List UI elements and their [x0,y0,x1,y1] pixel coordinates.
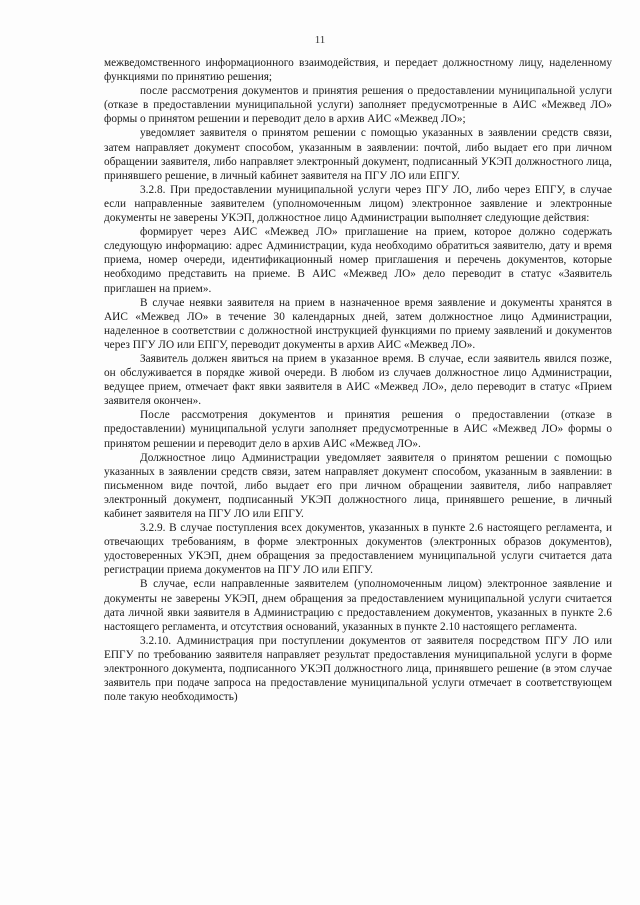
paragraph-9: Должностное лицо Администрации уведомляет заявителя о принятом решении с помощью указанных в заявлении средств связи, затем направляет документ способом, указанным в заявлении: в письменном виде почтой, либо выдает его при личном обращении заявителя, либо направляет электронный документ, подписанный УКЭП должностного лица, принявшего решение, в личный кабинет заявителя на ПГУ ЛО или ЕПГУ. [104,451,612,520]
paragraph-4: 3.2.8. При предоставлении муниципальной услуги через ПГУ ЛО, либо через ЕПГУ, в случае если направленные заявителем (уполномоченным лицом) электронное заявление и электронные документы не заверены УКЭП, должностное лицо Администрации выполняет следующие действия: [104,183,612,225]
paragraph-10: 3.2.9. В случае поступления всех документов, указанных в пункте 2.6 настоящего регламента, и отвечающих требованиям, в форме электронных документов (электронных образов документов), удостоверенных УКЭП, днем обращения за предоставлением муниципальной услуги считается дата регистрации приема документов на ПГУ ЛО или ЕПГУ. [104,522,612,577]
page-number: 11 [314,34,326,46]
paragraph-8: После рассмотрения документов и принятия решения о предоставлении (отказе в предоставлении) муниципальной услуги заполняет предусмотренные в АИС «Межвед ЛО» формы о принятом решении и переводит дело в архив АИС «Межвед ЛО». [104,409,612,450]
paragraph-2: после рассмотрения документов и принятия решения о предоставлении муниципальной услуги (отказе в предоставлении муниципальной услуги) заполняет предусмотренные в АИС «Межвед ЛО» формы о принятом решении и переводит дело в архив АИС «Межвед ЛО»; [104,85,612,126]
paragraph-3: уведомляет заявителя о принятом решении с помощью указанных в заявлении средств связи, затем направляет документ способом, указанным в заявлении: почтой, либо выдает его при личном обращении заявителя, либо направляет электронный документ, подписанный УКЭП должностного лица, принявшего решение, в личный кабинет заявителя на ПГУ ЛО или ЕПГУ. [104,127,612,182]
document-body [104,56,612,704]
paragraph-12: 3.2.10. Администрация при поступлении документов от заявителя посредством ПГУ ЛО или ЕПГУ по требованию заявителя направляет результат предоставления муниципальной услуги в форме электронного документа, подписанного УКЭП должностного лица, принявшего решение (в этом случае заявитель при подаче запроса на предоставление муниципальной услуги отмечает в соответствующем поле такую необходимость) [104,634,612,704]
paragraph-6: В случае неявки заявителя на прием в назначенное время заявление и документы хранятся в АИС «Межвед ЛО» в течение 30 календарных дней, затем должностное лицо Администрации, наделенное в соответствии с должностной инструкцией функциями по приему заявлений и документов через ПГУ ЛО или ЕПГУ, переводит документы в архив АИС «Межвед ЛО». [104,296,612,351]
paragraph-1: межведомственного информационного взаимодействия, и передает должностному лицу, наделенному функциями по принятию решения; [104,57,612,84]
paragraph-7: Заявитель должен явиться на прием в указанное время. В случае, если заявитель явился позже, он обслуживается в порядке живой очереди. В любом из случаев должностное лицо Администрации, ведущее прием, отмечает факт явки заявителя в АИС «Межвед ЛО», дело переводит в статус «Прием заявителя окончен». [104,352,612,408]
paragraph-5: формирует через АИС «Межвед ЛО» приглашение на прием, которое должно содержать следующую информацию: адрес Администрации, куда необходимо обратиться заявителю, дату и время приема, номер очереди, идентификационный номер приглашения и перечень документов, которые необходимо представить на приеме. В АИС «Межвед ЛО» дело переводит в статус «Заявитель приглашен на прием». [104,226,612,295]
paragraph-11: В случае, если направленные заявителем (уполномоченным лицом) электронное заявление и документы не заверены УКЭП, днем обращения за предоставлением муниципальной услуги считается дата личной явки заявителя в Администрацию с предоставлением документов, указанных в пункте 2.6 настоящего регламента, и отсутствия оснований, указанных в пункте 2.10 настоящего регламента. [104,578,612,633]
